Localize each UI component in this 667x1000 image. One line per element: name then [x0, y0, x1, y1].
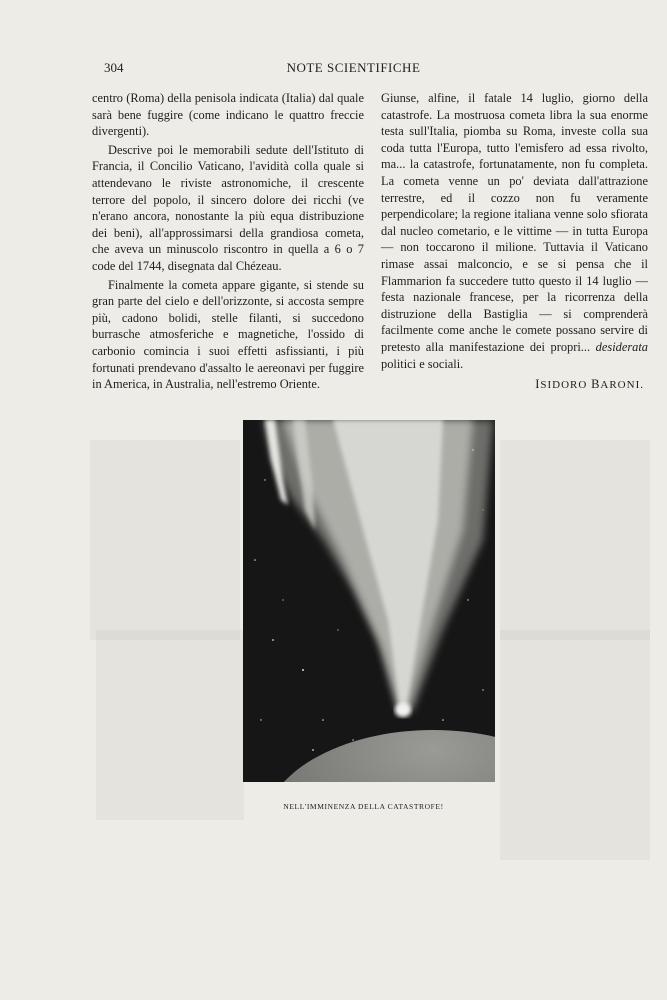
show-through-shadow [90, 440, 240, 640]
figure-caption: NELL'IMMINENZA DELLA CATASTROFE! [283, 802, 444, 811]
show-through-shadow [96, 630, 244, 820]
running-header: NOTE SCIENTIFICHE [286, 60, 421, 75]
page-number: 304 [104, 60, 124, 75]
paragraph [381, 90, 648, 372]
left-column [92, 90, 364, 393]
show-through-shadow [500, 440, 650, 640]
paragraph-text: Giunse, alfine, il fatale 14 luglio, giorno della catastrofe. La mostruosa cometa libra la sua enorme testa sull'Italia, piomba su Roma, investe colla sua coda tutta l'Europa, tutto l'emisfero ad essa rivolto, ma... la catastrofe, fortunatamente, non fu completa. La cometa venne un po' deviata dall'attrazione terrestre, ed il cozzo non fu veramente perpendicolare; la regione italiana venne solo sfiorata dal nucleo cometario, e le vittime — in tutta Europa — non toccarono il milione. Tuttavia il Vaticano rimase assai malconcio, e se si pensa che il Flammarion fa succedere tutto questo il 14 luglio — festa nazionale francese, per la ricorrenza della distruzione della Bastiglia — si comprenderà facilmente come anche le comete possano servire di pretesto alla manifestazione dei propri... [381, 91, 648, 354]
show-through-shadow [500, 630, 650, 860]
comet-illustration [243, 420, 495, 782]
paragraph: Descrive poi le memorabili sedute dell'Istituto di Francia, il Concilio Vaticano, l'avidità colla quale si attendevano le riviste astronomiche, il crescente terrore del popolo, il sincero dolore dei ricchi (ve n'erano ancora, nonostante la più equa distribuzione dei beni), all'approssimarsi della grandiosa cometa, che aveva un minuscolo riscontro in quella a 6 o 7 code del 1744, disegnata dal Chézeau. [92, 142, 364, 273]
author-signature: ISIDORO BARONI. [535, 377, 644, 392]
right-column [381, 90, 648, 394]
paragraph-text-end: politici e sociali. [381, 356, 464, 371]
italic-word: desiderata [595, 339, 648, 354]
paragraph: Finalmente la cometa appare gigante, si stende su gran parte del cielo e dell'orizzonte, si accosta sempre più, cadono bolidi, stelle filanti, si succedono burrasche atmosferiche e magnetiche, l'ossido di carbonio comincia i suoi effetti asfissianti, i più fortunati prendevano d'assalto le aereonavi per fuggire in America, in Australia, nell'estremo Oriente. [92, 277, 364, 392]
paragraph: centro (Roma) della penisola indicata (Italia) dal quale sarà bene fuggire (come indicano le quattro freccie divergenti). [92, 91, 364, 139]
